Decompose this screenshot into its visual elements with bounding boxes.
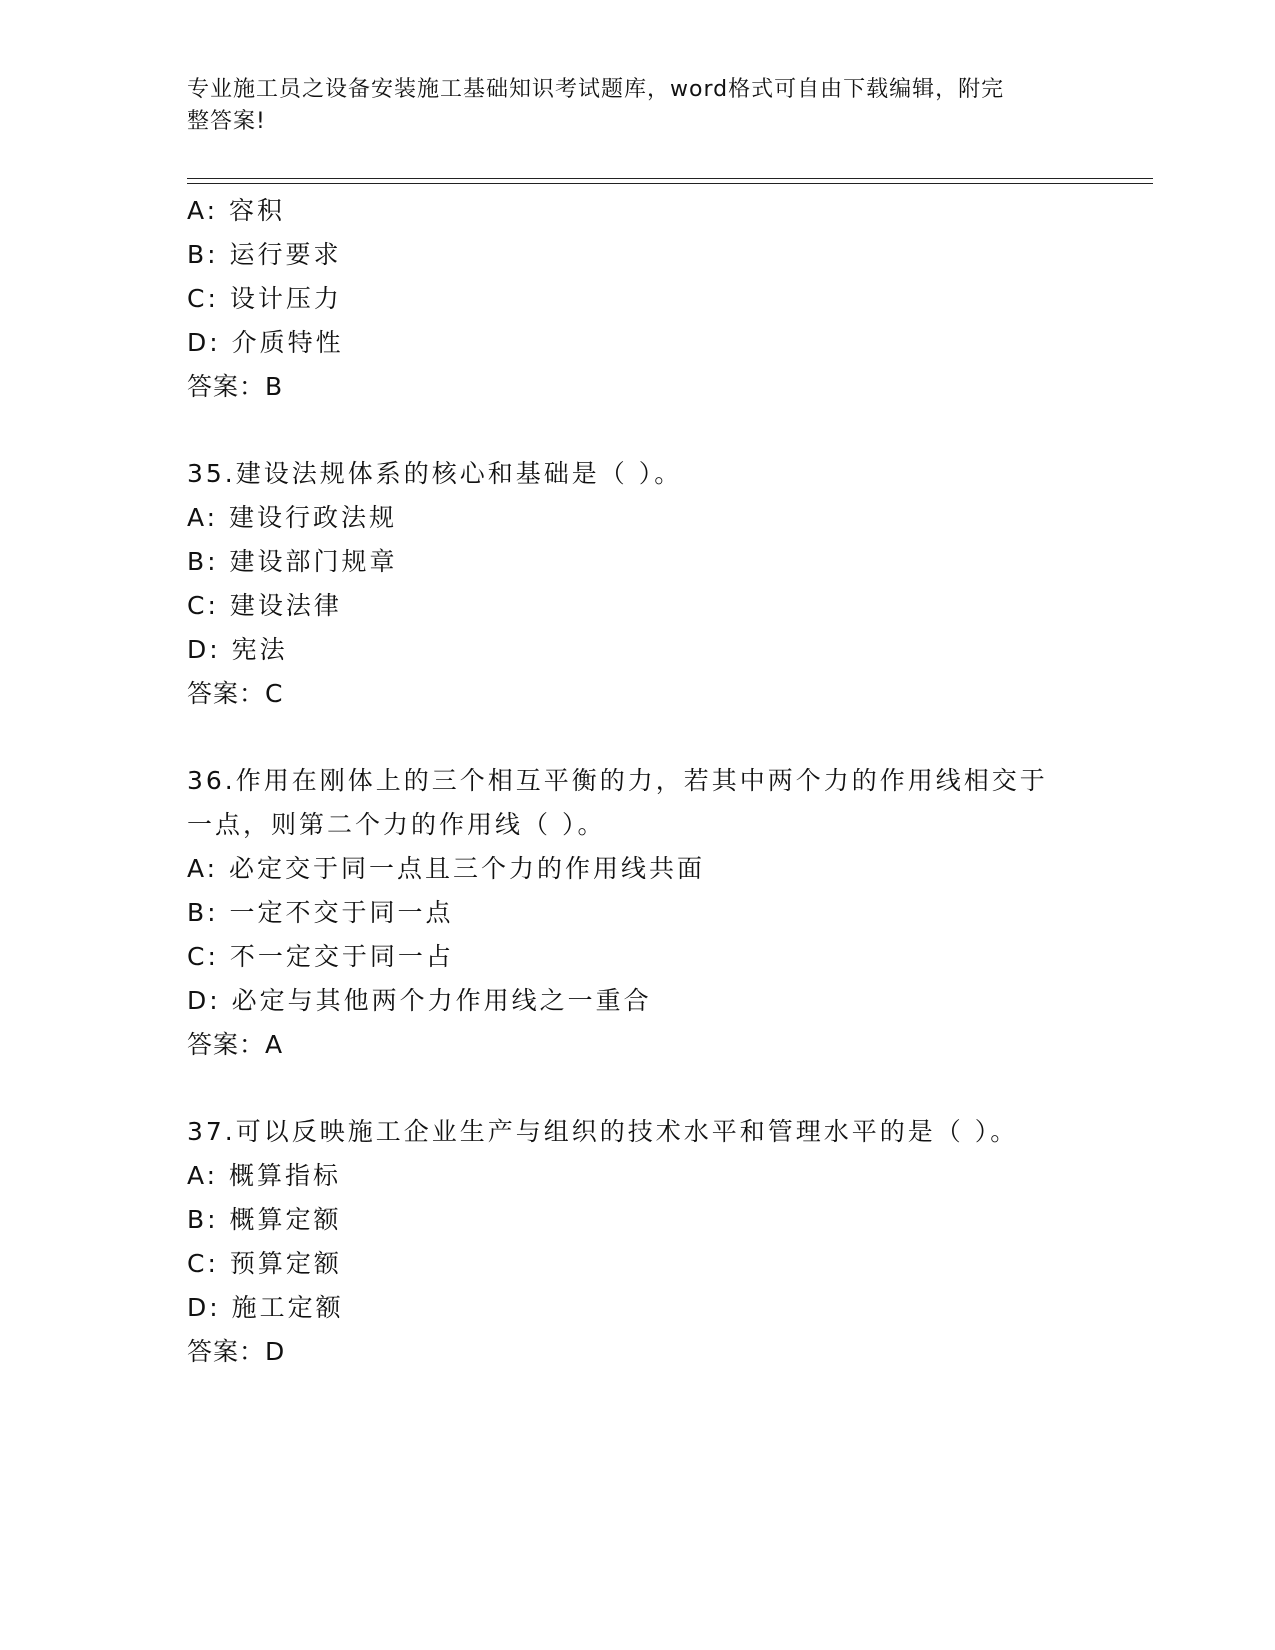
q34-option-c: C: 设计压力 bbox=[187, 284, 342, 313]
q36-option-b: B: 一定不交于同一点 bbox=[187, 898, 454, 927]
q36-question-line-1: 36.作用在刚体上的三个相互平衡的力，若其中两个力的作用线相交于 bbox=[187, 766, 1048, 795]
q37-answer: 答案：D bbox=[187, 1337, 286, 1366]
q37-question: 37.可以反映施工企业生产与组织的技术水平和管理水平的是（ ）。 bbox=[187, 1117, 1019, 1146]
q37-option-b: B: 概算定额 bbox=[187, 1205, 342, 1234]
header-divider-top bbox=[187, 178, 1153, 179]
header-line-2: 整答案! bbox=[187, 109, 266, 134]
header-divider-bottom bbox=[187, 183, 1153, 184]
q34-answer: 答案：B bbox=[187, 372, 284, 401]
q37-option-c: C: 预算定额 bbox=[187, 1249, 342, 1278]
q37-option-d: D: 施工定额 bbox=[187, 1293, 344, 1322]
q35-option-d: D: 宪法 bbox=[187, 635, 288, 664]
q35-option-a: A: 建设行政法规 bbox=[187, 503, 398, 532]
q36-option-a: A: 必定交于同一点且三个力的作用线共面 bbox=[187, 854, 706, 883]
q36-option-d: D: 必定与其他两个力作用线之一重合 bbox=[187, 986, 652, 1015]
q36-answer: 答案：A bbox=[187, 1030, 284, 1059]
q35-option-b: B: 建设部门规章 bbox=[187, 547, 398, 576]
q35-option-c: C: 建设法律 bbox=[187, 591, 342, 620]
q34-option-d: D: 介质特性 bbox=[187, 328, 344, 357]
q34-option-a: A: 容积 bbox=[187, 196, 286, 225]
q35-answer: 答案：C bbox=[187, 679, 284, 708]
q36-question-line-2: 一点，则第二个力的作用线（ ）。 bbox=[187, 810, 606, 839]
q35-question: 35.建设法规体系的核心和基础是（ ）。 bbox=[187, 459, 683, 488]
q37-option-a: A: 概算指标 bbox=[187, 1161, 342, 1190]
q36-option-c: C: 不一定交于同一占 bbox=[187, 942, 454, 971]
header-line-1: 专业施工员之设备安装施工基础知识考试题库，word格式可自由下载编辑，附完 bbox=[187, 77, 1005, 102]
q34-option-b: B: 运行要求 bbox=[187, 240, 342, 269]
document-header bbox=[187, 74, 1067, 138]
